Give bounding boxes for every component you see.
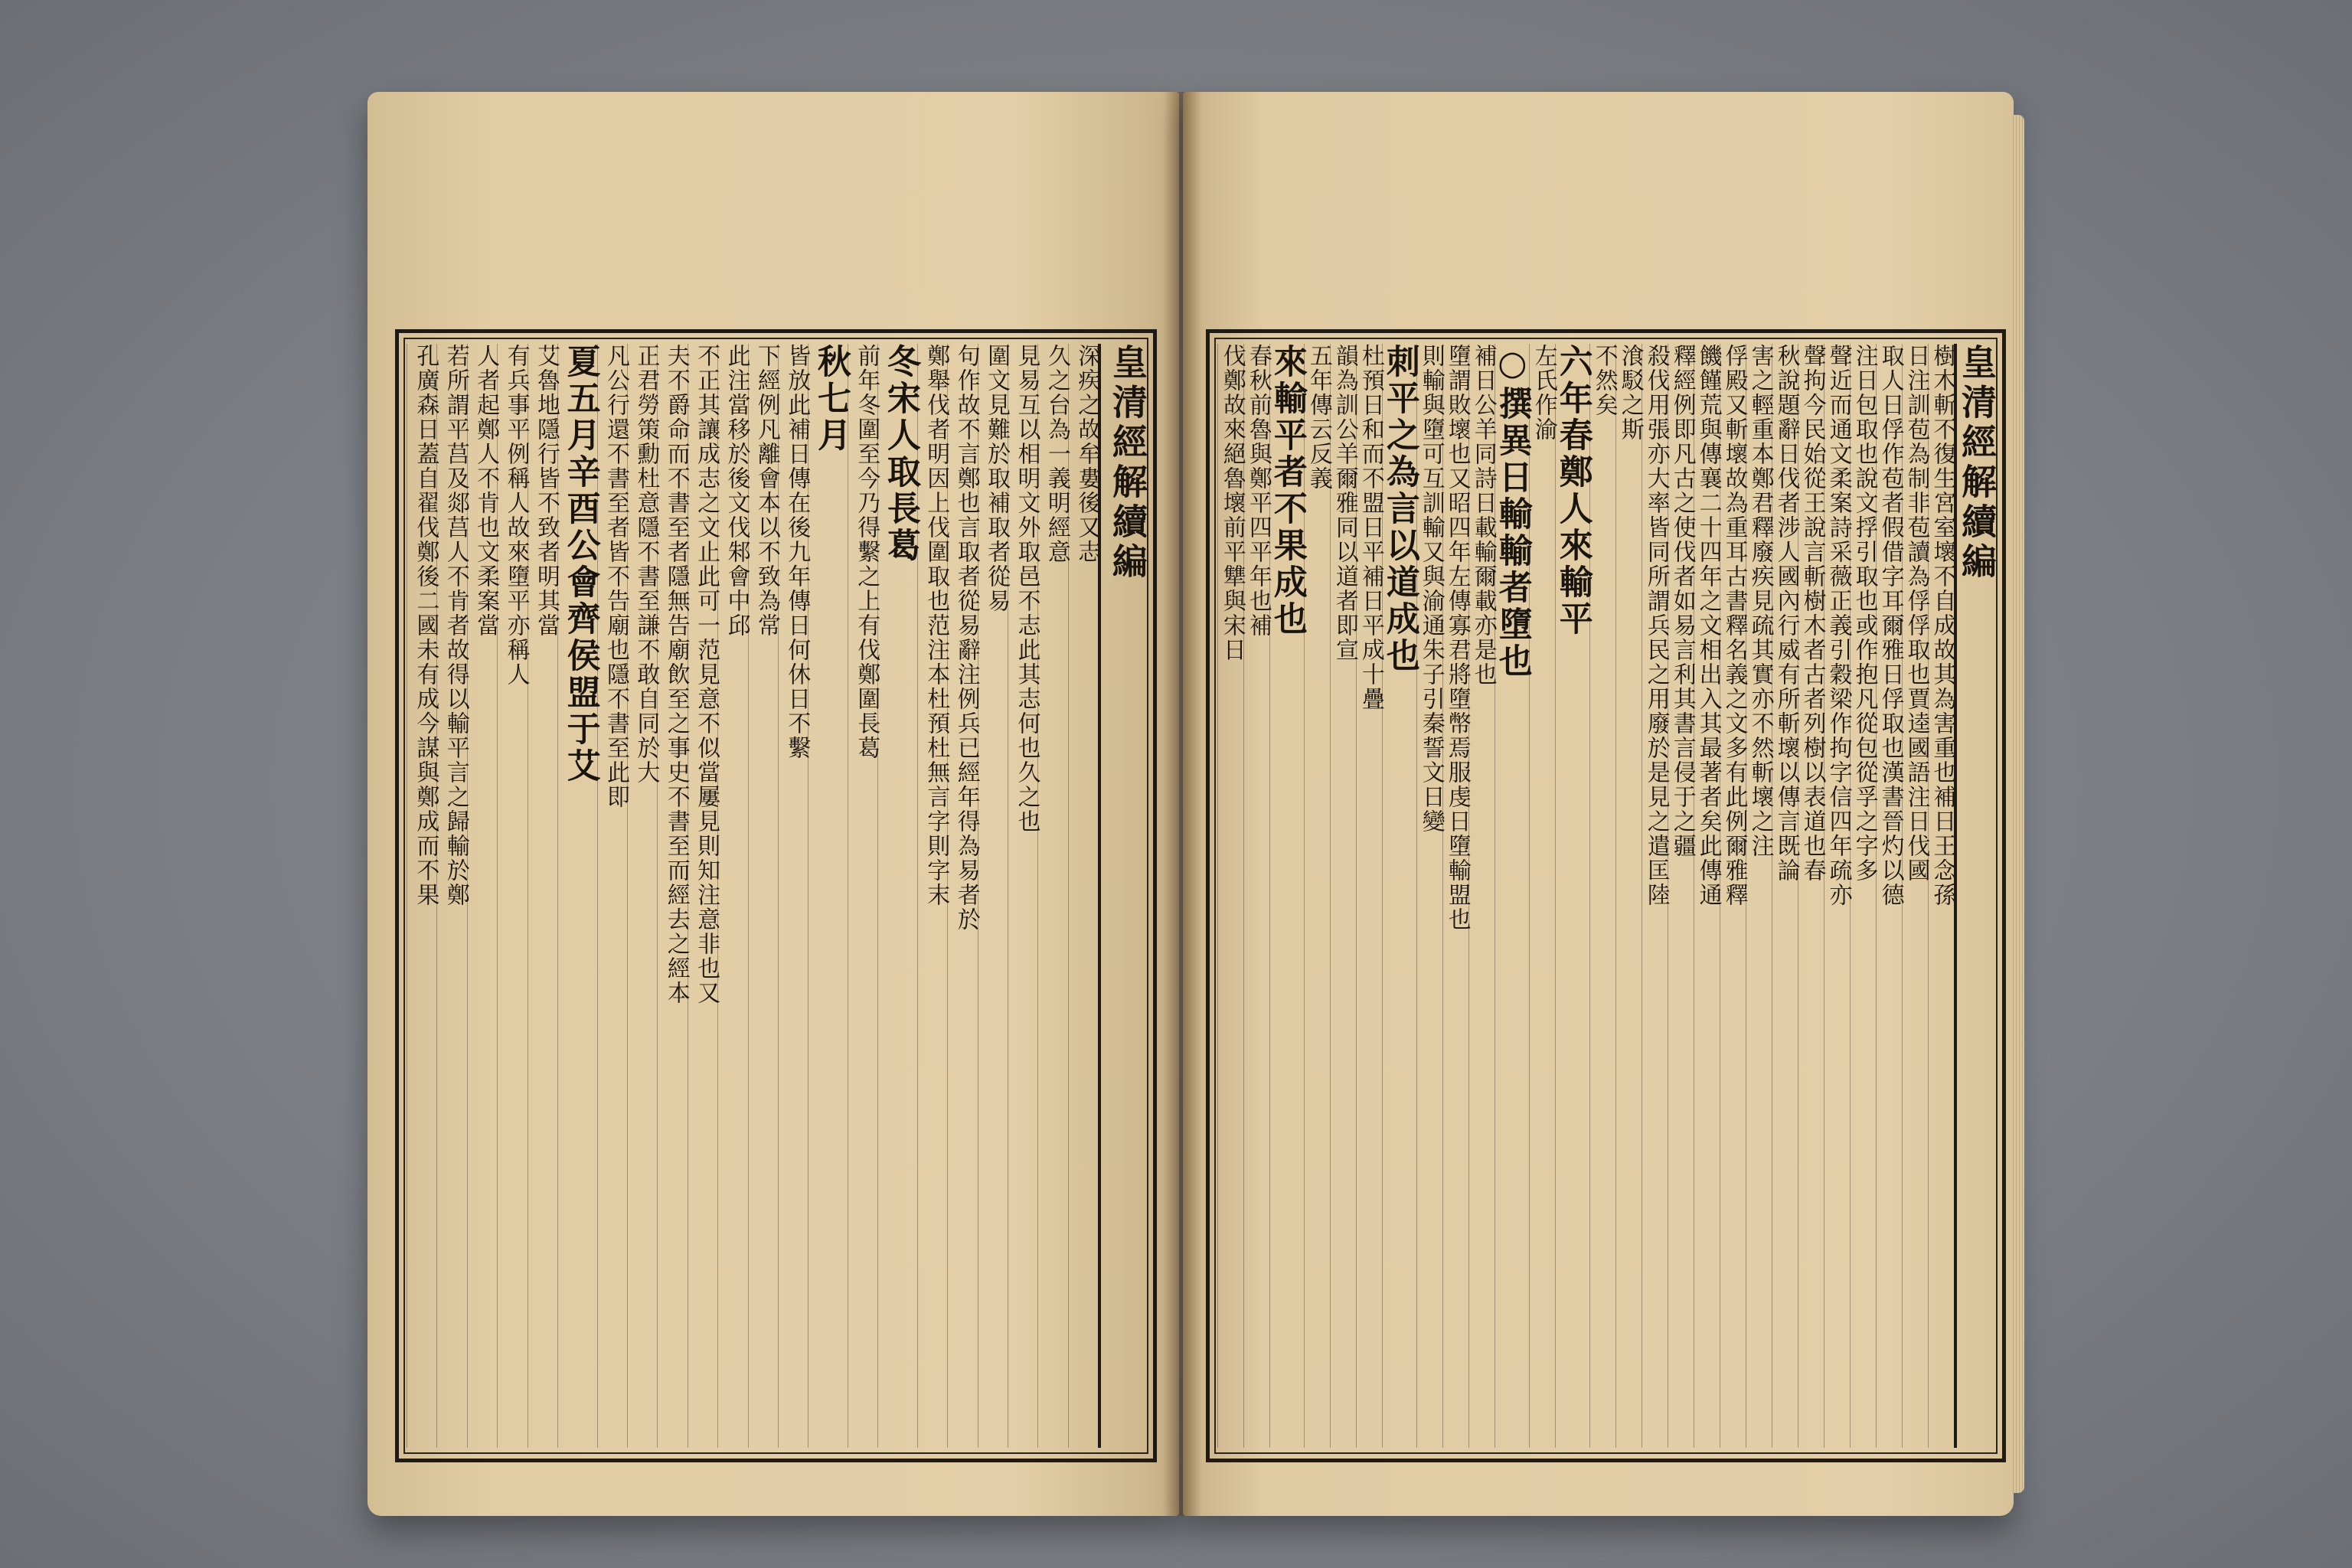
open-book [368, 92, 2014, 1516]
left-page-column: 久之台為一義明經意 [1037, 344, 1067, 1448]
right-page-column: 杜預日和而不盟日平補日平成十疊 [1356, 344, 1382, 1448]
left-page-column: 正君勞策勳杜意隱不書至謙不敢自同於大 [627, 344, 657, 1448]
left-page-column: 人者起鄭人不肯也文柔案當 [467, 344, 497, 1448]
left-page-column: 下經例凡離會本以不致為常 [748, 344, 778, 1448]
left-text-columns [407, 344, 1148, 1448]
left-print-frame [395, 329, 1157, 1462]
right-text-columns [1217, 344, 1998, 1448]
right-print-frame [1206, 329, 2006, 1462]
left-page-column: 皇清經解續編 [1098, 344, 1145, 1448]
right-page-column: 俘殿又斬壞故為重耳古書釋名義之文多有此例爾雅釋 [1720, 344, 1746, 1448]
right-page-column: 春秋前魯與鄭平四平年也補 [1243, 344, 1269, 1448]
right-page-column: 釋經例即凡古之使伐者如易言利其書言侵于之疆 [1668, 344, 1694, 1448]
left-page-column: 有兵事平例稱人故來墮平亦稱人 [497, 344, 527, 1448]
left-page-column: 此注當移於後文伐邾會中邱 [717, 344, 747, 1448]
left-page-column: 深疾之故牟婁後又志 [1068, 344, 1098, 1448]
left-page-column: 句作故不言鄭也言取者從易辭注例兵已經年得為易者於 [947, 344, 977, 1448]
right-page-column: 韻為訓公羊爾雅同以道者即宣 [1330, 344, 1356, 1448]
left-page-column: 艾魯地隱行皆不致者明其當 [528, 344, 557, 1448]
right-page-column: 補日公羊同詩日載輸爾載亦是也 [1468, 344, 1494, 1448]
page-edges [2011, 115, 2024, 1493]
left-page-column: 皆放此補日傳在後九年傳日何休日不繫 [778, 344, 808, 1448]
right-page-column: 刺平之為言以道成也 [1382, 344, 1416, 1448]
right-page-column: 伐鄭故來絕魯壞前平犨與宋日 [1217, 344, 1243, 1448]
right-page-column: 六年春鄭人來輸平 [1555, 344, 1589, 1448]
right-page-column: 取人日俘作苞者假借字耳爾雅日俘取也漢書晉灼以德 [1876, 344, 1902, 1448]
left-page-column: 夫不爵命而不書至者隱無告廟飲至之事史不書至而經去之經本 [657, 344, 687, 1448]
left-page-column: 冬宋人取長葛 [877, 344, 917, 1448]
right-page-column: ○撰異日輸輸者墮也 [1494, 344, 1529, 1448]
left-page-column: 前年冬圍至今乃得繫之上有伐鄭圍長葛 [848, 344, 877, 1448]
right-page-column: 饑饉荒與傳襄二十四年之文相出入其最著者矣此傳通 [1694, 344, 1720, 1448]
left-page-column: 凡公行還不書至者皆不告廟也隱不書至此即 [597, 344, 627, 1448]
left-page-column: 見易互以相明文外取邑不志此其志何也久之也 [1008, 344, 1037, 1448]
right-page-column: 注日包取也說文捊引取也或作抱凡從包從孚之字多 [1850, 344, 1876, 1448]
right-page-column: 則輸與墮可互訓輸又與渝通朱子引秦誓文日變 [1416, 344, 1442, 1448]
right-page-column: 害之輕重本鄭君釋廢疾見疏其實亦不然斬壞之注 [1746, 344, 1772, 1448]
right-page-column: 聲近而通文柔案詩采薇正義引穀梁作拘字信四年疏亦 [1824, 344, 1850, 1448]
right-page-column: 秋說題辭日伐者涉人國內行威有所斬壞以傳言既論 [1772, 344, 1798, 1448]
left-page-column: 孔廣森日蓋自翟伐鄭後二國未有成今謀與鄭成而不果 [407, 344, 436, 1448]
left-page-column: 夏五月辛酉公會齊侯盟于艾 [557, 344, 597, 1448]
right-page-column: 不然矣 [1589, 344, 1615, 1448]
left-page-column: 圍文見難於取補取者從易 [978, 344, 1008, 1448]
right-page-column: 樹木斬不復生宮室壞不自成故其為害重也補日王念孫 [1928, 344, 1954, 1448]
right-page-column: 聲拘今民始從王說言斬樹木者古者列樹以表道也春 [1798, 344, 1824, 1448]
right-page-column: 左氏作渝 [1529, 344, 1555, 1448]
book-gutter [1164, 92, 1202, 1516]
right-page-column: 皇清經解續編 [1954, 344, 1994, 1448]
right-page-column: 五年傳云反義 [1304, 344, 1330, 1448]
right-page-column: 來輸平者不果成也 [1269, 344, 1304, 1448]
left-page-column: 不正其讓成志之文止此可一范見意不似當屢見則知注意非也又 [688, 344, 717, 1448]
right-page-column: 殺伐用張亦大率皆同所謂兵民之用廢於是見之遣匡陸 [1642, 344, 1668, 1448]
right-page-column: 墮謂敗壞也又昭四年左傳寡君將墮幣焉服虔日墮輸盟也 [1442, 344, 1468, 1448]
left-page-column: 鄭舉伐者明因上伐圍取也范注本杜預杜無言字則字末 [917, 344, 947, 1448]
left-page-column: 秋七月 [808, 344, 848, 1448]
left-page-column: 若所謂平莒及郯莒人不肯者故得以輸平言之歸輸於鄭 [436, 344, 466, 1448]
right-page-column: 日注訓苞為制非苞讀為俘俘取也賈逵國語注日伐國 [1902, 344, 1928, 1448]
right-page-column: 湌駁之斯 [1615, 344, 1642, 1448]
